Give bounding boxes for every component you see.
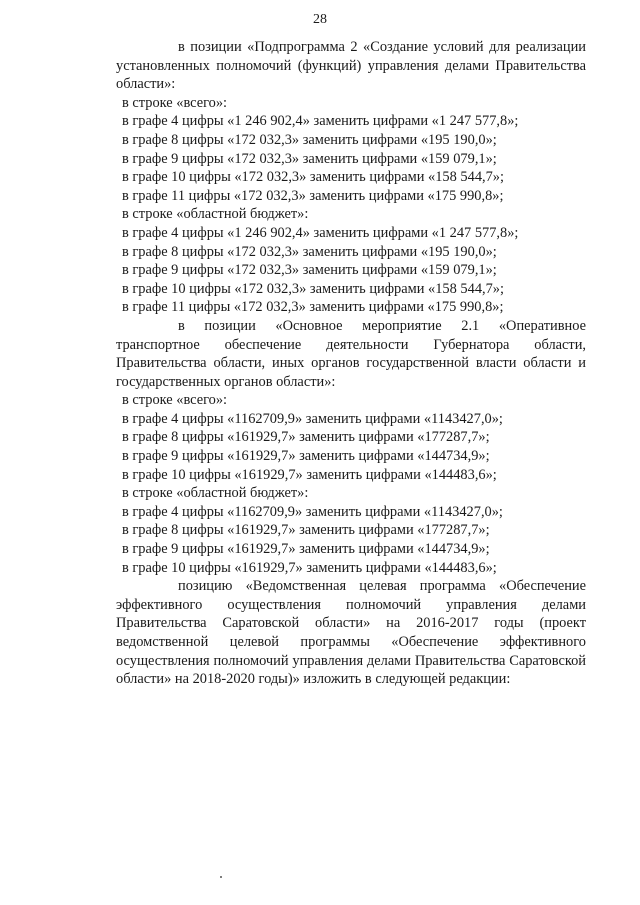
change-line: в графе 4 цифры «1162709,9» заменить цифрами «1143427,0»;: [122, 503, 503, 520]
paragraph-departmental-program: позицию «Ведомственная целевая программа «Обеспечение эффективного осуществления полномочий управления делами Правительства Саратовской области» на 2016-2017 годы (проект ведомственной целевой программы «Обеспечение эффективного осуществления полномочий управления делами Правительства Саратовской области» на 2018-2020 годы)» изложить в следующей редакции:: [116, 578, 586, 688]
subprogram-2-changes: [116, 94, 586, 317]
change-line: в графе 4 цифры «1162709,9» заменить цифрами «1143427,0»;: [122, 410, 503, 427]
document-body: [116, 38, 586, 689]
change-line: в графе 10 цифры «172 032,3» заменить цифрами «158 544,7»;: [122, 280, 504, 297]
main-activity-2-1-changes: [116, 391, 586, 577]
change-line: в графе 11 цифры «172 032,3» заменить цифрами «175 990,8»;: [122, 187, 504, 204]
change-line: в строке «всего»:: [122, 94, 228, 111]
paragraph-subprogram-2: в позиции «Подпрограмма 2 «Создание условий для реализации установленных полномочий (функций) управления делами Правительства области»:: [116, 39, 586, 93]
change-line: в графе 9 цифры «161929,7» заменить цифрами «144734,9»;: [122, 541, 490, 558]
change-line: в графе 8 цифры «161929,7» заменить цифрами «177287,7»;: [122, 522, 490, 539]
change-line: в графе 8 цифры «172 032,3» заменить цифрами «195 190,0»;: [122, 243, 497, 260]
scan-mark: [220, 876, 222, 878]
change-line: в графе 4 цифры «1 246 902,4» заменить цифрами «1 247 577,8»;: [122, 224, 519, 241]
change-line: в графе 11 цифры «172 032,3» заменить цифрами «175 990,8»;: [122, 299, 504, 316]
change-line: в строке «областной бюджет»:: [122, 485, 309, 502]
page-number: 28: [313, 12, 327, 27]
paragraph-main-activity-2-1: в позиции «Основное мероприятие 2.1 «Оперативное транспортное обеспечение деятельности Губернатора области, Правительства области, иных органов государственной власти области и государственных органов области»:: [116, 317, 586, 390]
change-line: в графе 10 цифры «161929,7» заменить цифрами «144483,6»;: [122, 466, 497, 483]
change-line: в графе 9 цифры «161929,7» заменить цифрами «144734,9»;: [122, 448, 490, 465]
change-line: в строке «областной бюджет»:: [122, 206, 309, 223]
change-line: в графе 8 цифры «161929,7» заменить цифрами «177287,7»;: [122, 429, 490, 446]
change-line: в графе 9 цифры «172 032,3» заменить цифрами «159 079,1»;: [122, 150, 497, 167]
change-line: в графе 8 цифры «172 032,3» заменить цифрами «195 190,0»;: [122, 131, 497, 148]
change-line: в графе 10 цифры «161929,7» заменить цифрами «144483,6»;: [122, 559, 497, 576]
change-line: в графе 10 цифры «172 032,3» заменить цифрами «158 544,7»;: [122, 169, 504, 186]
change-line: в графе 4 цифры «1 246 902,4» заменить цифрами «1 247 577,8»;: [122, 113, 519, 130]
change-line: в строке «всего»:: [122, 392, 228, 409]
change-line: в графе 9 цифры «172 032,3» заменить цифрами «159 079,1»;: [122, 262, 497, 279]
